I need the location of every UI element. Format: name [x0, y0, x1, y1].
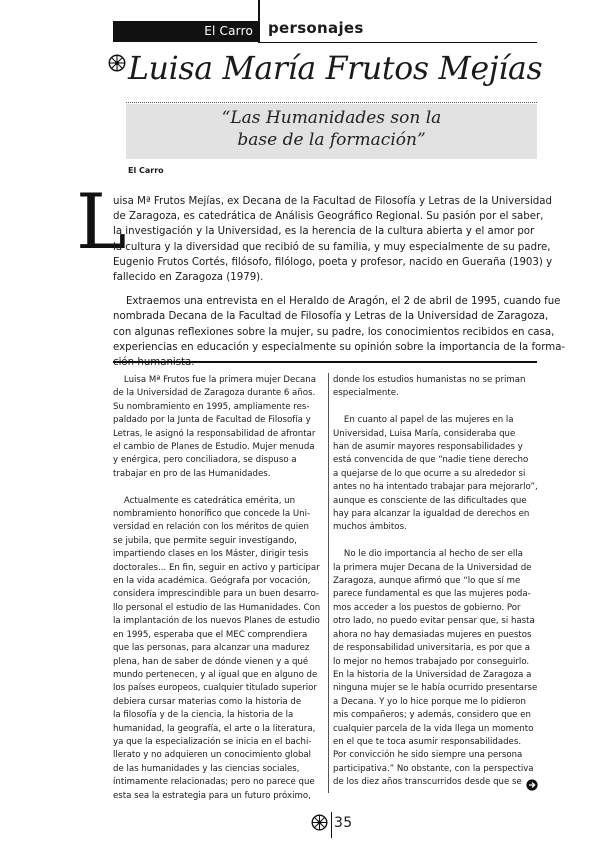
paragraph-gap	[113, 285, 538, 294]
left-column-paragraph	[113, 374, 325, 481]
text-line: versidad en relación con los méritos de quien	[113, 522, 309, 533]
text-line: en el que te toca asumir responsabilidades.	[333, 736, 522, 747]
arrow-right-circle-icon	[526, 779, 538, 791]
text-line: parece fundamental es que las mujeres poda-	[333, 589, 531, 600]
text-line: Universidad, Luisa María, consideraba que	[333, 428, 516, 439]
text-line: Extraemos una entrevista en el Heraldo de Aragón, el 2 de abril de 1995, cuando fue	[113, 296, 561, 308]
paragraph-gap	[113, 481, 325, 494]
text-line: ya que la especialización se inicia en el bachi-	[113, 736, 312, 747]
text-line: aunque es consciente de las dificultades que	[333, 495, 527, 506]
text-line: a Decana. Y yo lo hice porque me lo pidieron	[333, 696, 526, 707]
text-line: ahora no hay demasiadas mujeres en puestos	[333, 629, 532, 640]
text-line: y enérgica, pero conciliadora, se dispuso a	[113, 455, 297, 466]
text-line: ninguna mujer se le había ocurrido presentarse	[333, 683, 538, 694]
text-line: llo personal el estudio de las Humanidades. Con	[113, 602, 321, 613]
text-line: doctorales... En fin, seguir en activo y participar	[113, 562, 320, 573]
header-rule	[259, 42, 537, 43]
text-line: En cuanto al papel de las mujeres en la	[333, 415, 514, 426]
text-line: donde los estudios humanistas no se priman	[333, 375, 526, 385]
article-title: Luisa María Frutos Mejías	[128, 51, 543, 87]
right-column-paragraph	[333, 374, 538, 401]
text-line: participativa.” No obstante, con la perspectiva	[333, 763, 534, 774]
text-line: se jubila, que permite seguir investigando,	[113, 535, 297, 546]
text-line: está convencida de que “nadie tiene derecho	[333, 455, 529, 466]
text-line: impartiendo clases en los Máster, dirigir tesis	[113, 549, 309, 560]
right-column	[333, 374, 538, 790]
text-line: de los diez años transcurridos desde que se	[333, 777, 522, 788]
text-line: nombrada Decana de la Facultad de Filosofía y Letras de la Universidad de Zaragoza,	[113, 311, 549, 323]
text-line: En la historia de la Universidad de Zaragoza a	[333, 669, 532, 680]
text-line: lo mejor no hemos trabajado por conseguirlo.	[333, 656, 530, 667]
text-line: el cambio de Planes de Estudio. Mujer menuda	[113, 442, 315, 453]
text-line: de Zaragoza, es catedrática de Análisis Geográfico Regional. Su pasión por el saber,	[113, 211, 544, 223]
text-line: la primera mujer Decana de la Universidad de	[333, 562, 532, 573]
text-line: en la vida académica. Geógrafa por vocación,	[113, 576, 311, 587]
text-line: la filosofía y de la ciencia, la historia de la	[113, 710, 294, 721]
left-column	[113, 374, 325, 803]
wheel-icon	[108, 54, 126, 72]
text-line: mis compañeros; y además, considero que en	[333, 710, 531, 721]
text-line: debiera cursar materias como la historia de	[113, 696, 302, 707]
text-line: esta sea la estrategia para un futuro próximo,	[113, 790, 311, 801]
section-label: personajes	[268, 19, 364, 37]
text-line: antes no ha intentado trabajar para mejorarlo”,	[333, 482, 538, 493]
intro-rule	[113, 361, 537, 363]
paragraph-gap	[333, 401, 538, 414]
left-column-paragraph	[113, 495, 325, 803]
text-line: muchos ámbitos.	[333, 522, 407, 533]
subtitle-line: base de la formación”	[237, 130, 426, 150]
text-line: han de asumir mayores responsabilidades y	[333, 442, 523, 453]
text-line: Zaragoza, aunque afirmó que “lo que sí me	[333, 576, 521, 587]
intro-text	[113, 194, 566, 370]
text-line: otro lado, no puedo evitar pensar que, si hasta	[333, 616, 535, 627]
text-line: considera imprescindible para un buen desarro-	[113, 589, 320, 600]
text-line: íntimamente relacionadas; pero no parece que	[113, 777, 315, 788]
text-line: fallecido en Zaragoza (1979).	[113, 272, 264, 284]
text-line: con algunas reflexiones sobre la mujer, su padre, los conocimientos recibidos en casa,	[113, 326, 555, 338]
paragraph-gap	[333, 535, 538, 548]
text-line: de la Universidad de Zaragoza durante 6 años.	[113, 388, 316, 399]
text-line: Por convicción he sido siempre una persona	[333, 750, 523, 761]
text-line: llerato y no adquieren un conocimiento global	[113, 750, 312, 761]
byline: El Carro	[128, 166, 164, 175]
text-line: de las humanidades y las ciencias sociales,	[113, 763, 300, 774]
text-line: paldado por la Junta de Facultad de Filosofía y	[113, 415, 311, 426]
text-line: plena, han de saber de dónde vienen y a qué	[113, 656, 309, 667]
text-line: en 1995, esperaba que el MEC comprendiera	[113, 629, 308, 640]
text-line: Letras, le asignó la responsabilidad de afrontar	[113, 428, 316, 439]
text-line: especialmente.	[333, 388, 399, 399]
text-line: No le dio importancia al hecho de ser ella	[333, 549, 523, 560]
text-line: de responsabilidad universitaria, es por que a	[333, 643, 531, 654]
intro-paragraph	[113, 294, 566, 370]
intro-paragraph	[113, 194, 553, 285]
text-line: que las personas, para alcanzar una madurez	[113, 643, 310, 654]
text-line: Luisa Mª Frutos fue la primera mujer Decana	[113, 375, 317, 385]
right-column-paragraph	[333, 414, 538, 535]
text-line: humanidad, la geografía, el arte o la literatura,	[113, 723, 316, 734]
page-number: 35	[334, 815, 353, 831]
text-line: Actualmente es catedrática emérita, un	[113, 495, 296, 506]
text-line: Eugenio Frutos Cortés, filósofo, filólogo, poeta y profesor, nacido en Gueraña (1903) y	[113, 256, 553, 268]
text-line: uisa Mª Frutos Mejías, ex Decana de la Facultad de Filosofía y Letras de la Universidad	[113, 196, 552, 207]
text-line: la implantación de los nuevos Planes de estudio	[113, 616, 320, 627]
text-line: la investigación y la Universidad, es la herencia de la cultura abierta y el amor por	[113, 226, 535, 238]
text-line: nombramiento honorífico que concede la Uni-	[113, 509, 311, 520]
text-line: experiencias en educación y especialmente su opinión sobre la importancia de la forma-	[113, 341, 566, 353]
text-line: mundo pertenecen, y al igual que en alguno de	[113, 669, 318, 680]
title-rule	[126, 102, 537, 103]
footer-divider	[331, 812, 332, 838]
text-line: trabajar en pro de las Humanidades.	[113, 468, 271, 479]
text-line: los países europeos, cualquier titulado superior	[113, 683, 317, 694]
wheel-icon	[311, 814, 328, 831]
article-subtitle	[126, 107, 537, 151]
text-line: Su nombramiento en 1995, ampliamente res-	[113, 401, 310, 412]
column-divider	[328, 373, 329, 793]
text-line: mos acceder a los puestos de gobierno. Por	[333, 602, 521, 613]
drop-cap: L	[76, 177, 127, 266]
right-column-paragraph	[333, 548, 538, 789]
text-line: cualquier parcela de la vida llega un momento	[333, 723, 534, 734]
publication-label: El Carro	[113, 21, 259, 42]
text-line: a quejarse de lo que ocurre a su alrededor si	[333, 468, 526, 479]
subtitle-line: “Las Humanidades son la	[221, 108, 442, 128]
text-line: hay para alcanzar la igualdad de derechos en	[333, 509, 530, 520]
text-line: la cultura y la diversidad que recibió de su familia, y muy especialmente de su padre,	[113, 241, 551, 253]
